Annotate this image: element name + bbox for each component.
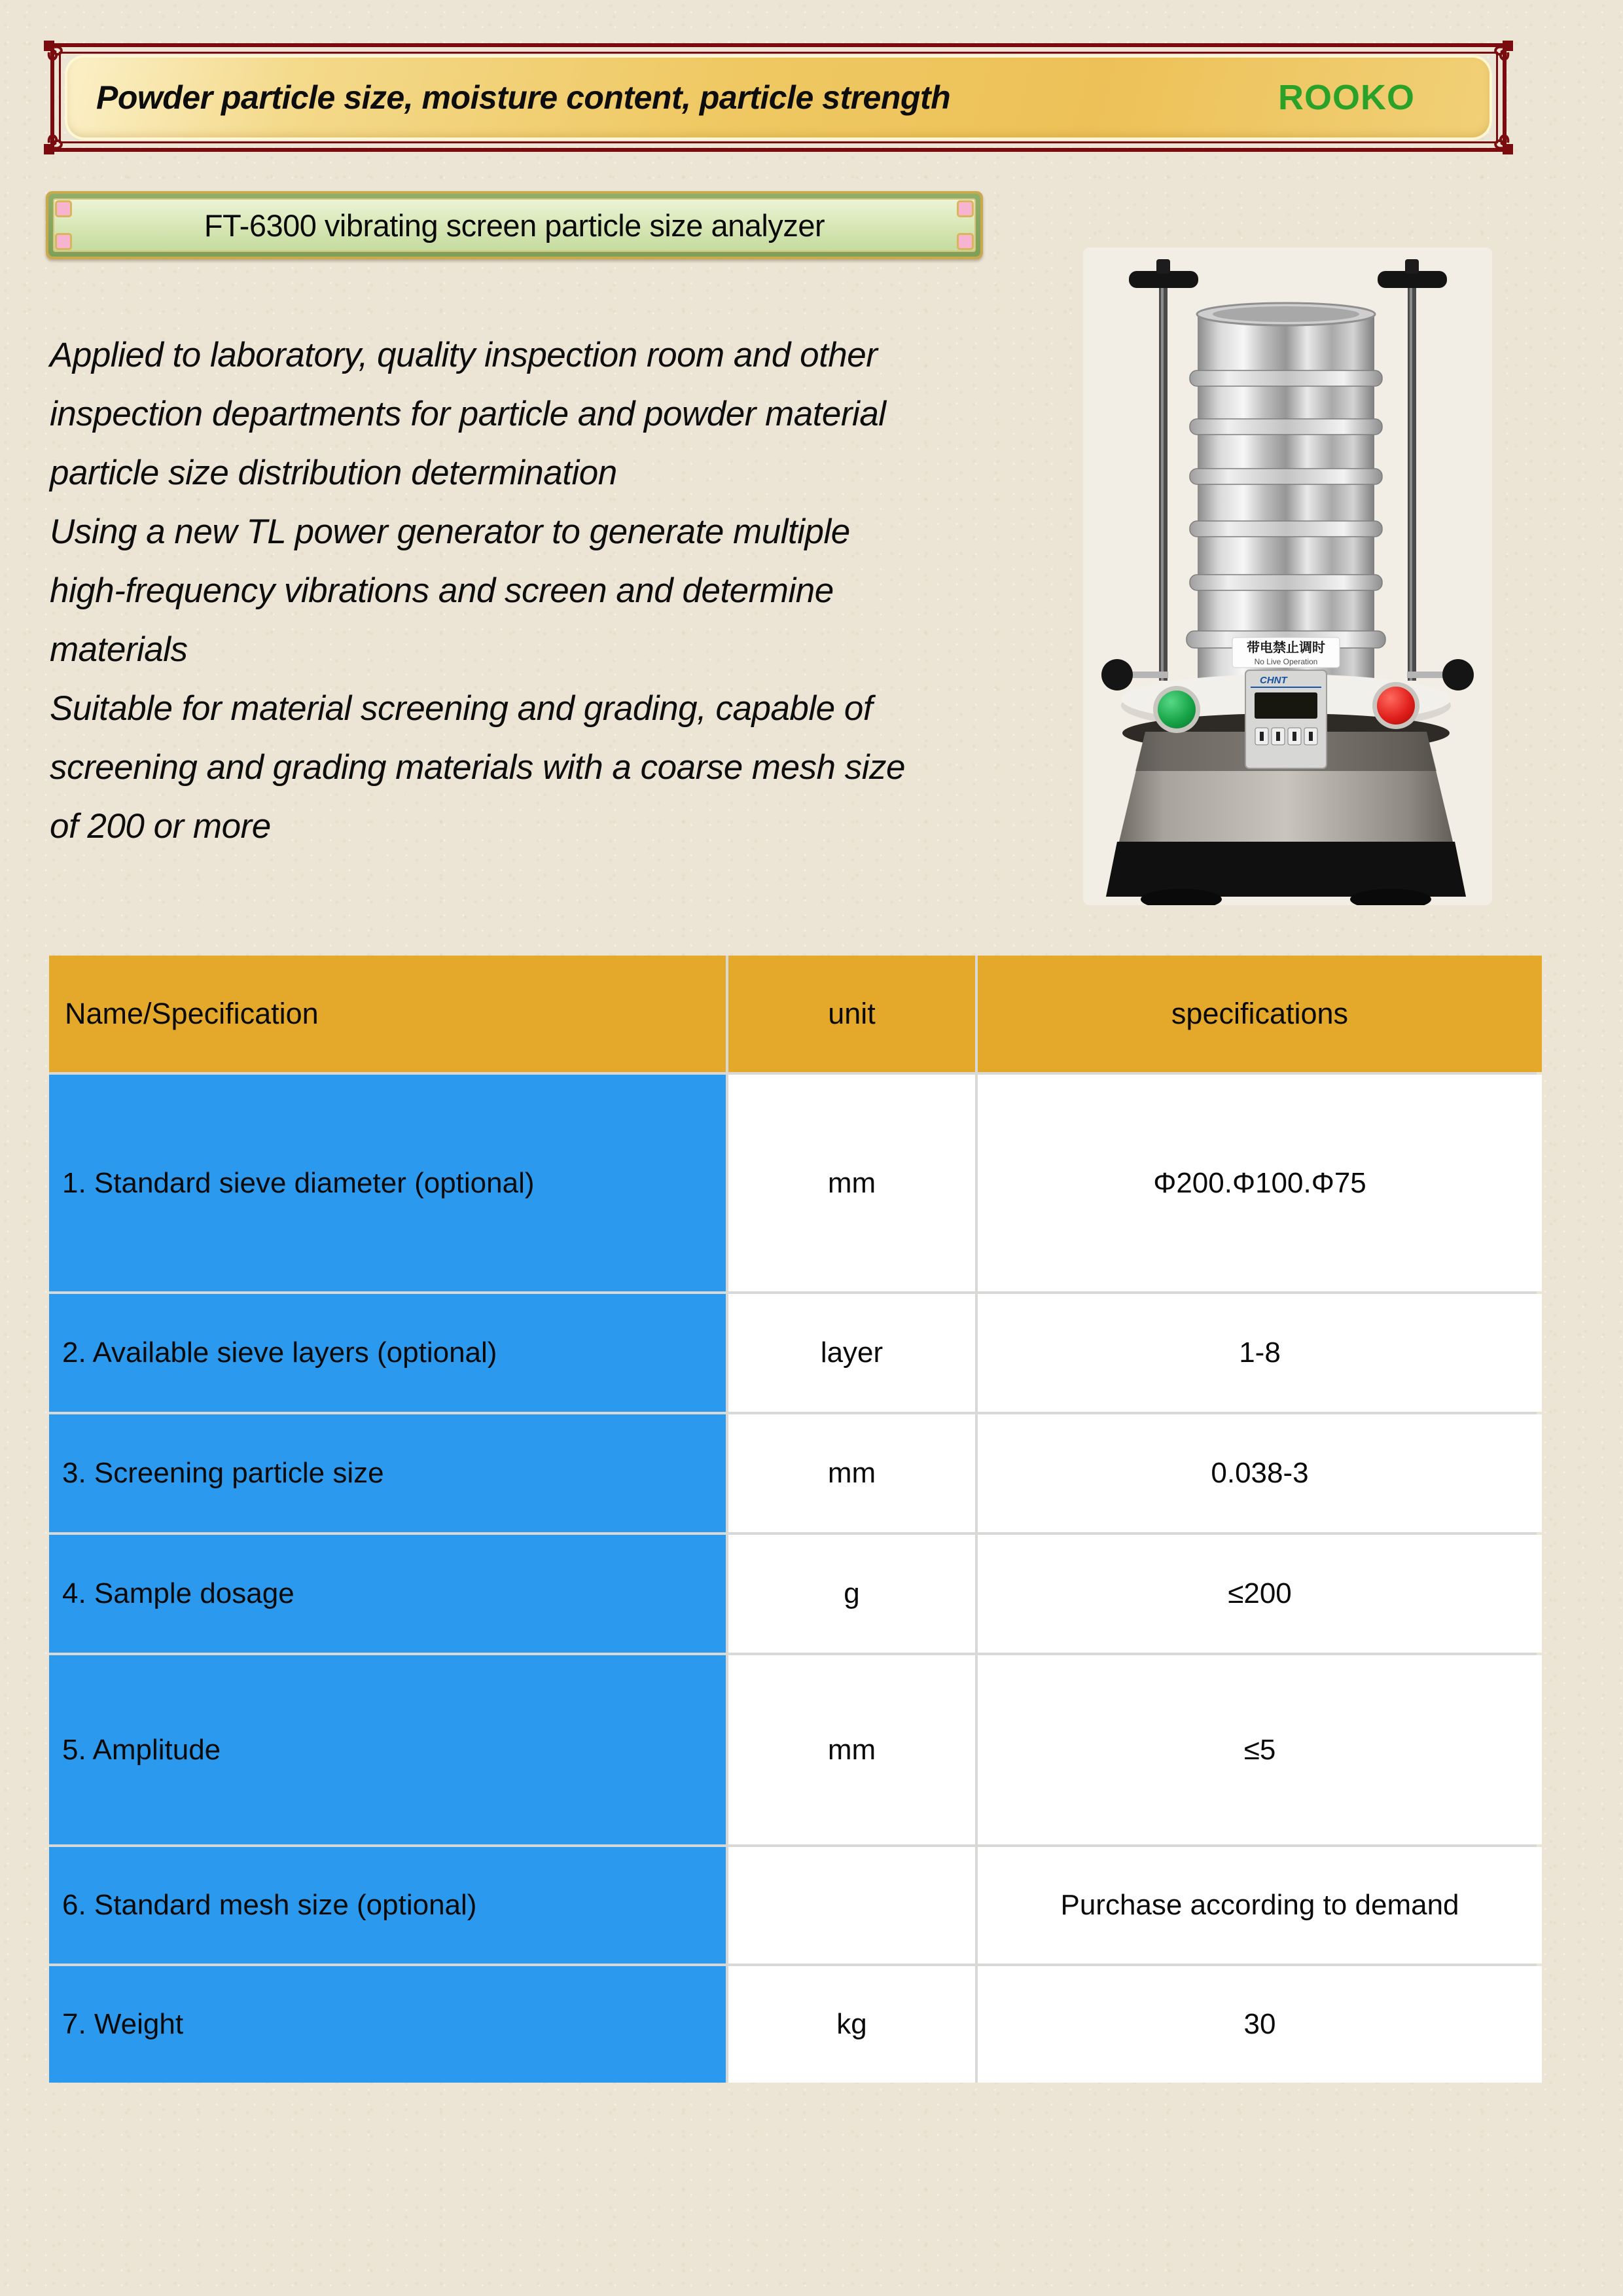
description-line: Suitable for material screening and grading, capable of	[50, 689, 873, 728]
corner-stud-icon	[55, 200, 72, 217]
spec-name-cell: 1. Standard sieve diameter (optional)	[49, 1075, 726, 1291]
timer-display	[1255, 692, 1317, 719]
spec-unit-cell: g	[728, 1535, 975, 1653]
spec-table	[49, 956, 1537, 2083]
spec-header-specifications: specifications	[978, 956, 1542, 1072]
warning-label-en: No Live Operation	[1254, 657, 1318, 666]
spec-value-cell: 0.038-3	[978, 1414, 1542, 1532]
spec-header-unit: unit	[728, 956, 975, 1072]
model-banner	[46, 191, 983, 259]
spec-value-cell: 1-8	[978, 1294, 1542, 1412]
corner-stud-icon	[957, 200, 974, 217]
spec-name-cell: 4. Sample dosage	[49, 1535, 726, 1653]
header-gold-plate	[65, 55, 1492, 140]
spec-value-cell: ≤200	[978, 1535, 1542, 1653]
base-black-band	[1106, 842, 1466, 897]
description-line: materials	[50, 630, 188, 669]
description-line: particle size distribution determination	[50, 454, 617, 492]
scroll-ornament-icon	[41, 122, 77, 157]
spec-value-cell: ≤5	[978, 1655, 1542, 1844]
model-banner-panel	[53, 198, 976, 252]
product-photo	[1083, 247, 1492, 905]
spec-unit-cell: mm	[728, 1414, 975, 1532]
model-banner-label: FT-6300 vibrating screen particle size analyzer	[204, 207, 825, 243]
corner-stud-icon	[957, 233, 974, 250]
timer-panel	[1245, 670, 1327, 768]
spec-unit-cell: layer	[728, 1294, 975, 1412]
scroll-ornament-icon	[41, 38, 77, 73]
timer-brand: CHNT	[1260, 675, 1287, 686]
description-line: Applied to laboratory, quality inspection room and other	[50, 336, 878, 374]
description-line: high-frequency vibrations and screen and determine	[50, 571, 834, 610]
description-line: of 200 or more	[50, 807, 271, 846]
description-line: Using a new TL power generator to generate multiple	[50, 512, 850, 551]
product-description	[50, 326, 1071, 856]
spec-value-cell: 30	[978, 1966, 1542, 2083]
stop-button	[1372, 682, 1419, 729]
spec-name-cell: 7. Weight	[49, 1966, 726, 2083]
description-line: screening and grading materials with a coarse mesh size	[50, 748, 905, 787]
spec-name-cell: 3. Screening particle size	[49, 1414, 726, 1532]
spec-unit-cell: mm	[728, 1075, 975, 1291]
spec-name-cell: 2. Available sieve layers (optional)	[49, 1294, 726, 1412]
scroll-ornament-icon	[1480, 38, 1516, 73]
corner-stud-icon	[55, 233, 72, 250]
spec-value-cell: Φ200.Φ100.Φ75	[978, 1075, 1542, 1291]
spec-header-name: Name/Specification	[49, 956, 726, 1072]
spec-name-cell: 5. Amplitude	[49, 1655, 726, 1844]
brand-logo: ROOKO	[1277, 78, 1415, 117]
model-banner-frame	[48, 194, 980, 257]
spec-value-cell: Purchase according to demand	[978, 1847, 1542, 1964]
spec-unit-cell: mm	[728, 1655, 975, 1844]
description-line: inspection departments for particle and powder material	[50, 395, 886, 433]
scroll-ornament-icon	[1480, 122, 1516, 157]
spec-unit-cell: kg	[728, 1966, 975, 2083]
spec-unit-cell	[728, 1847, 975, 1964]
start-button	[1153, 686, 1200, 733]
header-banner	[50, 43, 1507, 152]
warning-label-cn: 带电禁止调时	[1247, 641, 1325, 655]
page-title: Powder particle size, moisture content, particle strength	[96, 79, 951, 116]
spec-name-cell: 6. Standard mesh size (optional)	[49, 1847, 726, 1964]
